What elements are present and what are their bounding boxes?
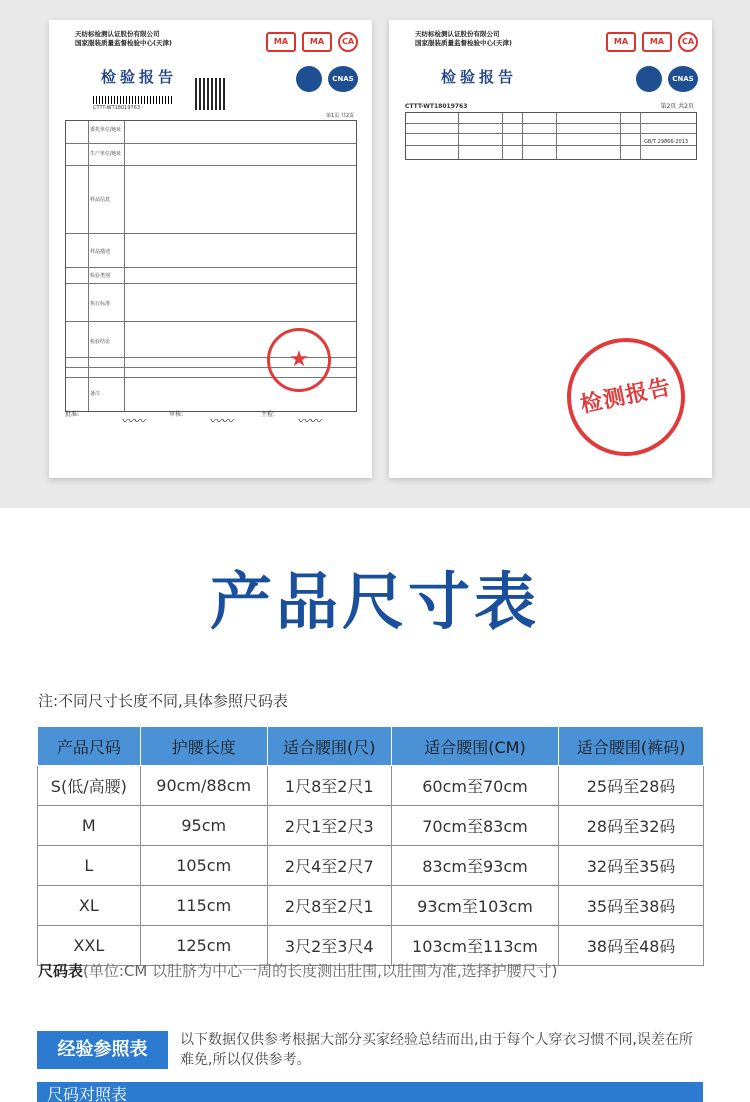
- table-cell: XXL: [38, 926, 141, 966]
- report-title: 检验报告: [441, 68, 518, 86]
- table-cell: 83cm至93cm: [391, 846, 558, 886]
- table-cell: 2尺8至2尺1: [267, 886, 391, 926]
- qr-code-icon: [195, 78, 227, 110]
- column-header: 适合腰围(尺): [267, 727, 391, 766]
- form-label: 生产单位/地址: [90, 151, 122, 157]
- table-cell: 70cm至83cm: [391, 806, 558, 846]
- ma-logo: MA: [606, 32, 636, 52]
- column-header: 适合腰围(裤码): [559, 727, 704, 766]
- inspection-report-page-1: [49, 20, 372, 478]
- table-cell: 35码至38码: [559, 886, 704, 926]
- form-label: 检验结论: [90, 339, 111, 345]
- report-number: CTTT-WT18019763: [93, 105, 141, 111]
- footnote-text: (单位:CM 以肚脐为中心一周的长度测出肚围,以肚围为准,选择护腰尺寸): [83, 962, 558, 980]
- ma-logo: MA: [302, 32, 332, 52]
- page-indicator: 第1页 共2页: [326, 113, 354, 119]
- table-cell: L: [38, 846, 141, 886]
- table-cell: 95cm: [140, 806, 267, 846]
- column-header: 护腰长度: [140, 727, 267, 766]
- signature-icon: 〰〰: [297, 414, 322, 428]
- table-cell: 90cm/88cm: [140, 766, 267, 806]
- result-table: [405, 112, 697, 160]
- table-row: [38, 846, 704, 886]
- test-report-stamp-icon: [556, 327, 696, 467]
- table-row: [38, 766, 704, 806]
- footnote-label: 尺码表: [38, 962, 84, 980]
- column-header: 适合腰围(CM): [391, 727, 558, 766]
- report-images-area: [0, 0, 750, 508]
- size-table-footnote: [38, 960, 558, 981]
- globe-logo-icon: [636, 66, 662, 92]
- table-row: [38, 806, 704, 846]
- table-cell: 93cm至103cm: [391, 886, 558, 926]
- signature-icon: 〰〰: [209, 414, 234, 428]
- table-cell: 25码至28码: [559, 766, 704, 806]
- size-table: [37, 726, 704, 966]
- table-cell: 28码至32码: [559, 806, 704, 846]
- table-cell: 103cm至113cm: [391, 926, 558, 966]
- ca-logo: CA: [338, 32, 358, 52]
- inspection-report-page-2: [389, 20, 712, 478]
- standard-code: GB/T 29866-2013: [644, 139, 689, 145]
- report-org-name: 天纺标检测认证股份有限公司: [75, 30, 160, 38]
- table-row: [38, 886, 704, 926]
- table-cell: 2尺4至2尺7: [267, 846, 391, 886]
- sign-label-inspector: 主检:: [261, 411, 276, 418]
- experience-badge: 经验参照表: [37, 1031, 168, 1069]
- form-label: 样品描述: [90, 249, 111, 255]
- size-note: 注:不同尺寸长度不同,具体参照尺码表: [38, 692, 288, 710]
- column-header: 产品尺码: [38, 727, 141, 766]
- barcode-icon: [93, 96, 173, 104]
- certification-logos: [606, 32, 698, 52]
- size-compare-title: 尺码对照表: [37, 1082, 703, 1102]
- form-label: 样品信息: [90, 197, 111, 203]
- sign-label-approve: 批准:: [65, 411, 80, 418]
- table-cell: S(低/高腰): [38, 766, 141, 806]
- form-label: 检验类别: [90, 273, 111, 279]
- form-label: 备注: [90, 391, 101, 397]
- stamp-text: 检测报告: [578, 374, 674, 419]
- experience-text: 以下数据仅供参考根据大部分买家经验总结而出,由于每个人穿衣习惯不同,误差在所难免,所以仅供参考。: [180, 1032, 693, 1068]
- table-cell: 2尺1至2尺3: [267, 806, 391, 846]
- report-org-center: 国家服装质量监督检验中心(天津): [75, 39, 172, 47]
- table-cell: 1尺8至2尺1: [267, 766, 391, 806]
- table-cell: XL: [38, 886, 141, 926]
- certification-logos: [266, 32, 358, 52]
- cnas-logo: CNAS: [668, 66, 698, 92]
- ca-logo: CA: [678, 32, 698, 52]
- page-indicator: 第2页 共2页: [660, 103, 694, 110]
- ma-logo: MA: [266, 32, 296, 52]
- table-cell: 115cm: [140, 886, 267, 926]
- table-cell: M: [38, 806, 141, 846]
- table-cell: 125cm: [140, 926, 267, 966]
- ma-logo: MA: [642, 32, 672, 52]
- cnas-logo: CNAS: [328, 66, 358, 92]
- table-header-row: [38, 727, 704, 766]
- section-title: 产品尺寸表: [209, 565, 540, 638]
- report-number: CTTT-WT18019763: [405, 103, 468, 110]
- table-cell: 105cm: [140, 846, 267, 886]
- report-org-center: 国家服装质量监督检验中心(天津): [415, 39, 512, 47]
- official-seal-icon: ★: [267, 328, 331, 392]
- table-cell: 38码至48码: [559, 926, 704, 966]
- report-title: 检验报告: [101, 68, 178, 86]
- table-cell: 3尺2至3尺4: [267, 926, 391, 966]
- signature-icon: 〰〰: [121, 414, 146, 428]
- table-cell: 32码至35码: [559, 846, 704, 886]
- sign-label-review: 审核:: [169, 411, 184, 418]
- report-org-name: 天纺标检测认证股份有限公司: [415, 30, 500, 38]
- globe-logo-icon: [296, 66, 322, 92]
- table-cell: 60cm至70cm: [391, 766, 558, 806]
- form-label: 委托单位/地址: [90, 127, 122, 133]
- form-label: 执行标准: [90, 301, 111, 307]
